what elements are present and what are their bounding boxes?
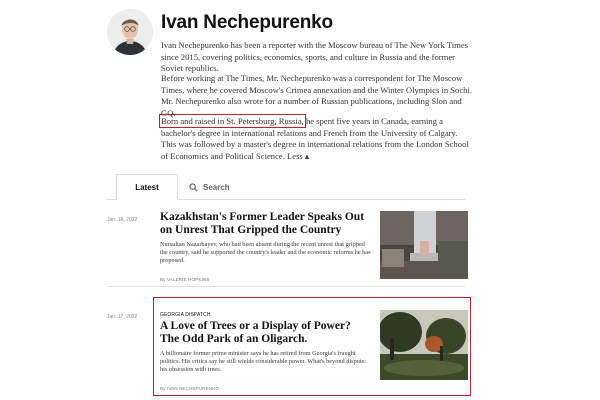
article-item[interactable] (107, 211, 467, 287)
bio-paragraph-3-text: he spent five years in Canada, earning a bachelor's degree in international relations and French from the University of Calgary. This was followed by a master's degree in international relations from the London School of Economics and Political Science. (161, 116, 469, 161)
author-bio-paragraph-1: Ivan Nechepurenko has been a reporter with the Moscow bureau of The New York Times since 2015, covering politics, economics, sports, and culture in Russia and the former Soviet republics. (161, 40, 468, 73)
author-bio-paragraph-3 (161, 116, 473, 162)
highlighted-article-frame (153, 297, 471, 396)
article-kicker[interactable]: GEORGIA DISPATCH (160, 312, 211, 318)
tab-search[interactable] (189, 174, 230, 200)
author-avatar (107, 9, 153, 55)
article-divider (107, 286, 465, 287)
search-icon (189, 183, 198, 192)
article-date: Jan. 18, 2022 (107, 217, 138, 223)
thumbnail-image-statue (380, 211, 468, 279)
article-headline[interactable]: Kazakhstan's Former Leader Speaks Out on Unrest That Gripped the Country (160, 211, 365, 236)
bio-less-toggle[interactable]: Less ▴ (284, 150, 310, 161)
tab-latest[interactable]: Latest (116, 174, 178, 201)
author-bio-paragraph-2: Before working at The Times, Mr. Nechepurenko was a correspondent for The Moscow Times, where he covered Moscow's Crimea annexation and the Winter Olympics in Sochi. Mr. Nechepurenko also wrote for a number of Russian publications, including Slon and GQ. (161, 73, 472, 118)
article-byline[interactable]: By VALERIE HOPKINS (160, 277, 210, 282)
bio-highlighted-phrase: Born and raised in St. Petersburg, Russia, (161, 116, 304, 126)
article-thumbnail[interactable] (380, 211, 468, 279)
search-label: Search (203, 182, 230, 192)
author-photo (107, 9, 153, 55)
author-name: Ivan Nechepurenko (161, 12, 333, 33)
article-headline[interactable]: A Love of Trees or a Display of Power? The Odd Park of an Oligarch. (160, 320, 351, 345)
article-summary: A billionaire former prime minister says he has retired from Georgia's fraught politics. His critics say he still wields considerable power. What's beyond dispute: his obsession with trees. (160, 350, 367, 374)
article-tabs (107, 174, 465, 200)
article-date: Jan. 17, 2022 (107, 314, 138, 320)
article-byline[interactable]: By IVAN NECHEPURENKO (160, 386, 220, 391)
article-summary: Nursultan Nazarbayev, who had been absent during the recent unrest that gripped the country, said he supported the country's leader and the economic reforms he has proposed. (160, 241, 371, 265)
